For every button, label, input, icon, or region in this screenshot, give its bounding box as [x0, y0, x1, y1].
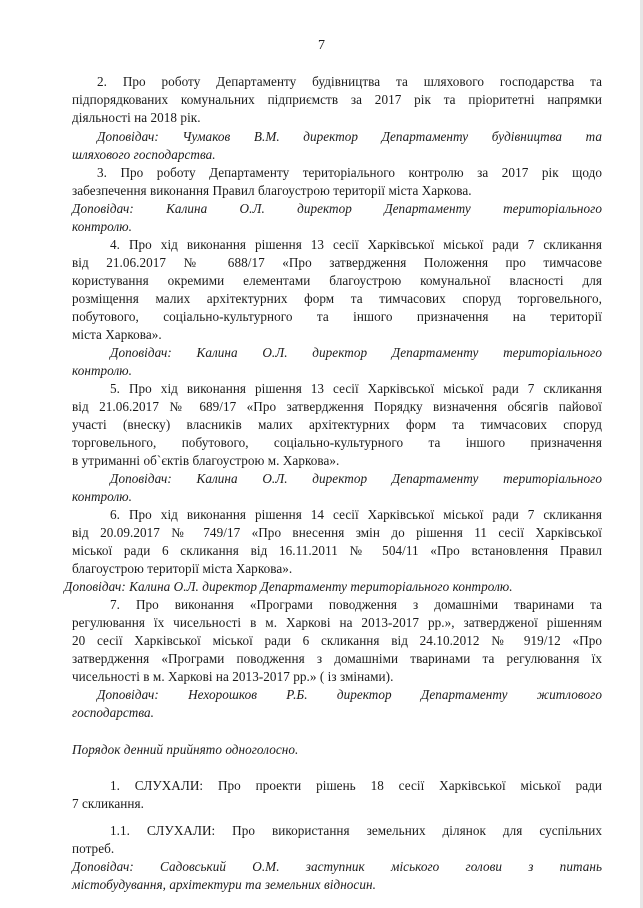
- item-4-line: від 21.06.2017 № 688/17 «Про затвердження Положення про тимчасове: [72, 255, 602, 270]
- item-7-line: 7. Про виконання «Програми поводження з домашніми тваринами та: [110, 597, 602, 612]
- speaker-line: шляхового господарства.: [72, 147, 216, 162]
- item-5-line: в утриманні об`єктів благоустрою м. Харкова».: [72, 453, 340, 468]
- item-6-line: 6. Про хід виконання рішення 14 сесії Харківської міської ради 7 скликання: [110, 507, 602, 522]
- speaker-line: містобудування, архітектури та земельних відносин.: [72, 877, 376, 892]
- item-5-line: торговельного, побутового, соціально-культурного та іншого призначення: [72, 435, 602, 450]
- item-7-line: 20 сесії Харківської міської ради 6 скликання від 24.10.2012 № 919/12 «Про: [72, 633, 602, 648]
- page-number: 7: [318, 38, 325, 53]
- item-5-line: 5. Про хід виконання рішення 13 сесії Харківської міської ради 7 скликання: [110, 381, 602, 396]
- speaker-line: контролю.: [72, 219, 132, 234]
- agenda-approved-note: Порядок денний прийнято одноголосно.: [72, 742, 299, 757]
- item-4-line: побутового, соціально-культурного та іншого призначення на території: [72, 309, 602, 324]
- item-3-line: забезпечення виконання Правил благоустрою території міста Харкова.: [72, 183, 472, 198]
- heard-1-1-line: потреб.: [72, 841, 115, 856]
- item-2-line: підпорядкованих комунальних підприємств за 2017 рік та пріоритетні напрямки: [72, 92, 602, 107]
- speaker-line: Доповідач: Калина О.Л. директор Департаменту територіального: [110, 471, 602, 486]
- item-4-line: міста Харкова».: [72, 327, 162, 342]
- item-6-line: благоустрою території міста Харкова».: [72, 561, 293, 576]
- speaker-line: господарства.: [72, 705, 155, 720]
- item-5-line: участі (внеску) власників малих архітектурних форм та тимчасових споруд: [72, 417, 602, 432]
- item-2-line: 2. Про роботу Департаменту будівництва та шляхового господарства та: [97, 74, 602, 89]
- item-7-line: регулювання їх чисельності в м. Харкові на 2013-2017 рр.», затвердженої рішенням: [72, 615, 602, 630]
- item-6-line: міської ради 6 скликання від 16.11.2011 № 504/11 «Про встановлення Правил: [72, 543, 602, 558]
- item-4-line: 4. Про хід виконання рішення 13 сесії Харківської міської ради 7 скликання: [110, 237, 602, 252]
- heard-1-line: 7 скликання.: [72, 796, 144, 811]
- item-7-line: затвердження «Програми поводження з домашніми тваринами та регулювання їх: [72, 651, 602, 666]
- item-2-line: діяльності на 2018 рік.: [72, 110, 201, 125]
- speaker-line: контролю.: [72, 363, 132, 378]
- item-4-line: розміщення малих архітектурних форм та тимчасових споруд торговельного,: [72, 291, 602, 306]
- speaker-line: Доповідач: Нехорошков Р.Б. директор Департаменту житлового: [97, 687, 602, 702]
- item-7-line: чисельності в м. Харкові на 2013-2017 рр.» ( із змінами).: [72, 669, 394, 684]
- item-5-line: від 21.06.2017 № 689/17 «Про затвердження Порядку визначення обсягів пайової: [72, 399, 602, 414]
- item-3-line: 3. Про роботу Департаменту територіального контролю за 2017 рік щодо: [97, 165, 602, 180]
- item-4-line: користування окремими елементами благоустрою комунальної власності для: [72, 273, 602, 288]
- heard-1-1-line: 1.1. СЛУХАЛИ: Про використання земельних ділянок для суспільних: [110, 823, 602, 838]
- heard-1-line: 1. СЛУХАЛИ: Про проекти рішень 18 сесії Харківської міської ради: [110, 778, 602, 793]
- speaker-line: Доповідач: Калина О.Л. директор Департаменту територіального контролю.: [64, 579, 513, 594]
- item-6-line: від 20.09.2017 № 749/17 «Про внесення змін до рішення 11 сесії Харківської: [72, 525, 602, 540]
- speaker-line: Доповідач: Калина О.Л. директор Департаменту територіального: [110, 345, 602, 360]
- speaker-line: контролю.: [72, 489, 132, 504]
- speaker-line: Доповідач: Чумаков В.М. директор Департаменту будівництва та: [97, 129, 602, 144]
- speaker-line: Доповідач: Садовський О.М. заступник міського голови з питань: [72, 859, 602, 874]
- speaker-line: Доповідач: Калина О.Л. директор Департаменту територіального: [72, 201, 602, 216]
